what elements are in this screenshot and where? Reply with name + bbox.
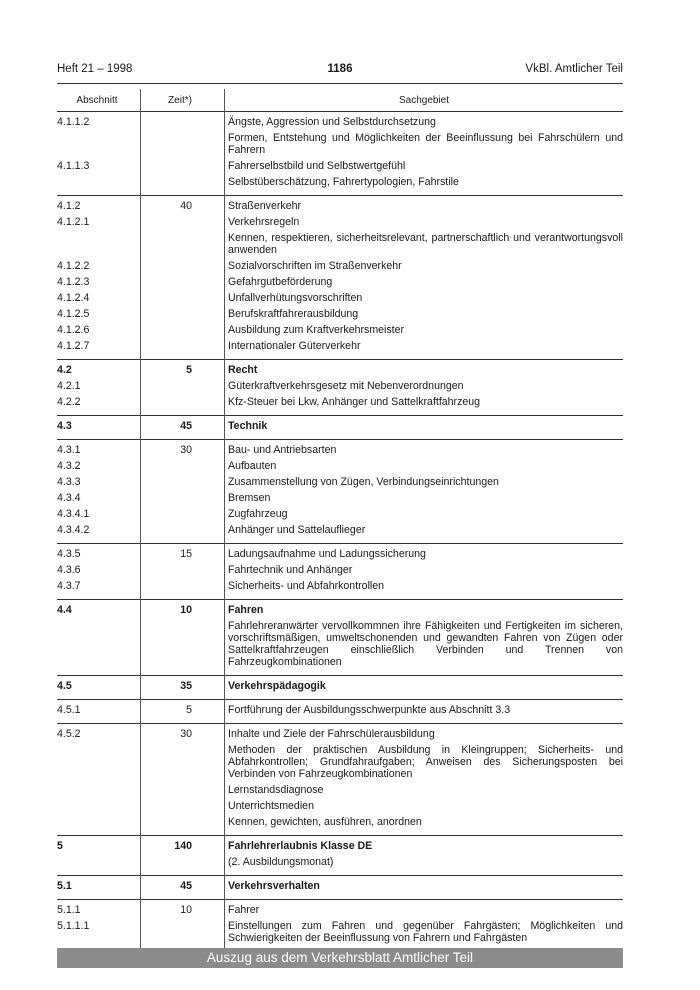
section-number: 4.1.2.1	[57, 216, 90, 228]
time-value: 5	[186, 704, 192, 716]
section-number: 4.3.4.2	[57, 524, 90, 536]
time-value	[137, 476, 225, 488]
table-row	[57, 116, 623, 132]
page-number: 1186	[327, 63, 353, 75]
footer-banner: Auszug aus dem Verkehrsblatt Amtlicher Teil	[57, 948, 623, 968]
table-row	[57, 276, 623, 292]
time-value	[137, 340, 225, 352]
time-value	[137, 920, 225, 944]
table-row	[57, 420, 623, 436]
section-number: 5.1.1	[57, 904, 81, 916]
table-section	[57, 416, 623, 440]
table-section	[57, 544, 623, 600]
subject-text: Verkehrspädagogik	[228, 680, 326, 692]
section-number	[57, 620, 137, 668]
column-divider-left	[140, 89, 141, 951]
subject-text: Sozialvorschriften im Straßenverkehr	[228, 260, 402, 272]
subject-text: Kennen, respektieren, sicherheitsrelevant, partnerschaftlich und verantwortungsvoll anwenden	[228, 232, 623, 256]
table-row	[57, 816, 623, 832]
table-row	[57, 176, 623, 192]
section-number: 4.1.1.2	[57, 116, 90, 128]
table-row	[57, 564, 623, 580]
table-row	[57, 680, 623, 696]
section-number: 4.2.2	[57, 396, 81, 408]
table-section	[57, 440, 623, 544]
subject-text: Zugfahrzeug	[228, 508, 288, 520]
table-row	[57, 604, 623, 620]
table-section	[57, 836, 623, 876]
time-value	[137, 116, 225, 128]
section-number: 4.3	[57, 420, 72, 432]
column-header-sachgebiet: Sachgebiet	[398, 95, 450, 106]
time-value	[137, 260, 225, 272]
section-number: 4.2.1	[57, 380, 81, 392]
section-number: 4.3.6	[57, 564, 81, 576]
section-number: 5.1	[57, 880, 72, 892]
table-row	[57, 160, 623, 176]
table-row	[57, 292, 623, 308]
section-number: 4.4	[57, 604, 72, 616]
table-row	[57, 784, 623, 800]
table-row	[57, 340, 623, 356]
issue-label: Heft 21 – 1998	[57, 63, 133, 75]
section-number: 4.1.2.5	[57, 308, 90, 320]
section-number	[57, 856, 137, 868]
section-number: 4.5	[57, 680, 72, 692]
section-number: 4.1.2.6	[57, 324, 90, 336]
subject-text: Verkehrsverhalten	[228, 880, 320, 892]
time-value	[137, 232, 225, 256]
table-row	[57, 216, 623, 232]
time-value	[137, 460, 225, 472]
subject-text: Internationaler Güterverkehr	[228, 340, 361, 352]
table-row	[57, 324, 623, 340]
column-header-zeit: Zeit*)	[168, 95, 192, 106]
subject-text: Unterrichtsmedien	[228, 800, 314, 812]
subject-text: Verkehrsregeln	[228, 216, 300, 228]
time-value: 40	[180, 200, 192, 212]
time-value	[137, 492, 225, 504]
section-number	[57, 232, 137, 256]
time-value	[137, 856, 225, 868]
section-number	[57, 132, 137, 156]
subject-text: (2. Ausbildungsmonat)	[228, 856, 334, 868]
table-row	[57, 476, 623, 492]
time-value	[137, 292, 225, 304]
section-number: 4.1.1.3	[57, 160, 90, 172]
subject-text: Fortführung der Ausbildungsschwerpunkte aus Abschnitt 3.3	[228, 704, 511, 716]
time-value	[137, 620, 225, 668]
time-value: 45	[180, 880, 192, 892]
time-value	[137, 564, 225, 576]
header-divider	[57, 83, 623, 84]
column-divider-right	[224, 89, 225, 951]
table-section	[57, 876, 623, 900]
table-row	[57, 364, 623, 380]
table-row	[57, 704, 623, 720]
time-value	[137, 744, 225, 780]
section-number: 4.1.2	[57, 200, 81, 212]
section-number: 4.1.2.7	[57, 340, 90, 352]
time-value: 30	[180, 728, 192, 740]
subject-text: Technik	[228, 420, 268, 432]
table-section	[57, 196, 623, 360]
time-value	[137, 276, 225, 288]
syllabus-table	[57, 89, 623, 951]
section-number	[57, 176, 137, 188]
table-section	[57, 700, 623, 724]
subject-text: Gefahrgutbeförderung	[228, 276, 333, 288]
table-row	[57, 492, 623, 508]
subject-text: Berufskraftfahrerausbildung	[228, 308, 359, 320]
section-number	[57, 784, 137, 796]
table-row	[57, 132, 623, 160]
subject-text: Güterkraftverkehrsgesetz mit Nebenverordnungen	[228, 380, 464, 392]
table-row	[57, 920, 623, 948]
table-row	[57, 396, 623, 412]
section-number: 5	[57, 840, 63, 852]
table-row	[57, 580, 623, 596]
section-number: 4.3.3	[57, 476, 81, 488]
time-value	[137, 132, 225, 156]
table-row	[57, 728, 623, 744]
subject-text: Ausbildung zum Kraftverkehrsmeister	[228, 324, 405, 336]
section-number	[57, 816, 137, 828]
table-row	[57, 308, 623, 324]
time-value: 30	[180, 444, 192, 456]
table-body	[57, 112, 623, 951]
table-row	[57, 744, 623, 784]
table-row	[57, 524, 623, 540]
subject-text: Fahrtechnik und Anhänger	[228, 564, 353, 576]
subject-text: Recht	[228, 364, 258, 376]
section-number: 4.3.1	[57, 444, 81, 456]
subject-text: Selbstüberschätzung, Fahrertypologien, Fahrstile	[228, 176, 459, 188]
section-number: 5.1.1.1	[57, 920, 90, 932]
table-row	[57, 620, 623, 672]
subject-text: Aufbauten	[228, 460, 277, 472]
time-value	[137, 524, 225, 536]
section-number: 4.3.4.1	[57, 508, 90, 520]
time-value	[137, 216, 225, 228]
table-row	[57, 856, 623, 872]
subject-text: Inhalte und Ziele der Fahrschülerausbildung	[228, 728, 435, 740]
column-header-abschnitt: Abschnitt	[76, 95, 118, 106]
section-number: 4.5.2	[57, 728, 81, 740]
subject-text: Methoden der praktischen Ausbildung in Kleingruppen; Sicherheits- und Abfahrkontrollen; Grundfahraufgaben; Anweisen des Sicherungsposten bei Verbinden von Fahrzeugkombinationen	[228, 744, 623, 780]
page-header	[57, 63, 623, 81]
section-number: 4.3.7	[57, 580, 81, 592]
table-row	[57, 460, 623, 476]
table-section	[57, 724, 623, 836]
time-value: 140	[174, 840, 192, 852]
subject-text: Fahrerselbstbild und Selbstwertgefühl	[228, 160, 406, 172]
time-value	[137, 800, 225, 812]
subject-text: Fahren	[228, 604, 264, 616]
section-number: 4.5.1	[57, 704, 81, 716]
table-header	[57, 89, 623, 112]
subject-text: Ladungsaufnahme und Ladungssicherung	[228, 548, 426, 560]
subject-text: Kennen, gewichten, ausführen, anordnen	[228, 816, 422, 828]
table-row	[57, 800, 623, 816]
time-value: 15	[180, 548, 192, 560]
time-value	[137, 784, 225, 796]
table-section	[57, 360, 623, 416]
table-section	[57, 900, 623, 951]
section-number: 4.3.2	[57, 460, 81, 472]
table-row	[57, 260, 623, 276]
time-value	[137, 580, 225, 592]
section-number: 4.1.2.4	[57, 292, 90, 304]
time-value	[137, 396, 225, 408]
subject-text: Bau- und Antriebsarten	[228, 444, 337, 456]
subject-text: Ängste, Aggression und Selbstdurchsetzung	[228, 116, 436, 128]
table-row	[57, 508, 623, 524]
table-section	[57, 112, 623, 196]
table-row	[57, 880, 623, 896]
time-value	[137, 176, 225, 188]
subject-text: Fahrer	[228, 904, 260, 916]
section-number: 4.1.2.3	[57, 276, 90, 288]
time-value	[137, 160, 225, 172]
table-section	[57, 676, 623, 700]
time-value	[137, 308, 225, 320]
time-value: 10	[180, 904, 192, 916]
subject-text: Zusammenstellung von Zügen, Verbindungseinrichtungen	[228, 476, 499, 488]
subject-text: Anhänger und Sattelauflieger	[228, 524, 366, 536]
section-number: 4.3.4	[57, 492, 81, 504]
time-value	[137, 508, 225, 520]
table-row	[57, 380, 623, 396]
table-section	[57, 600, 623, 676]
section-number	[57, 800, 137, 812]
time-value	[137, 380, 225, 392]
table-row	[57, 840, 623, 856]
section-number	[57, 744, 137, 780]
table-row	[57, 548, 623, 564]
table-row	[57, 444, 623, 460]
subject-text: Unfallverhütungsvorschriften	[228, 292, 363, 304]
time-value: 5	[186, 364, 192, 376]
section-number: 4.3.5	[57, 548, 81, 560]
time-value: 45	[180, 420, 192, 432]
section-number: 4.2	[57, 364, 72, 376]
subject-text: Fahrlehrerlaubnis Klasse DE	[228, 840, 373, 852]
time-value: 35	[180, 680, 192, 692]
table-row	[57, 904, 623, 920]
time-value	[137, 324, 225, 336]
time-value: 10	[180, 604, 192, 616]
subject-text: Sicherheits- und Abfahrkontrollen	[228, 580, 385, 592]
table-row	[57, 232, 623, 260]
subject-text: Formen, Entstehung und Möglichkeiten der Beeinflussung bei Fahrschülern und Fahrern	[228, 132, 623, 156]
subject-text: Bremsen	[228, 492, 271, 504]
subject-text: Straßenverkehr	[228, 200, 302, 212]
section-number: 4.1.2.2	[57, 260, 90, 272]
subject-text: Lernstandsdiagnose	[228, 784, 324, 796]
subject-text: Kfz-Steuer bei Lkw, Anhänger und Sattelkraftfahrzeug	[228, 396, 481, 408]
table-row	[57, 200, 623, 216]
subject-text: Fahrlehreranwärter vervollkommnen ihre Fähigkeiten und Fertigkeiten im sicheren, vorschriftsmäßigen, umweltschonenden und gewandten Fahren von Zügen oder Sattelkraftfahrzeugen einschließlich Verbinden und Trennen von Fahrzeugkombinationen	[228, 620, 623, 668]
time-value	[137, 816, 225, 828]
subject-text: Einstellungen zum Fahren und gegenüber Fahrgästen; Möglichkeiten und Schwierigkeiten der Beeinflussung von Fahrern und Fahrgästen	[228, 920, 623, 944]
publication-label: VkBl. Amtlicher Teil	[525, 63, 623, 75]
